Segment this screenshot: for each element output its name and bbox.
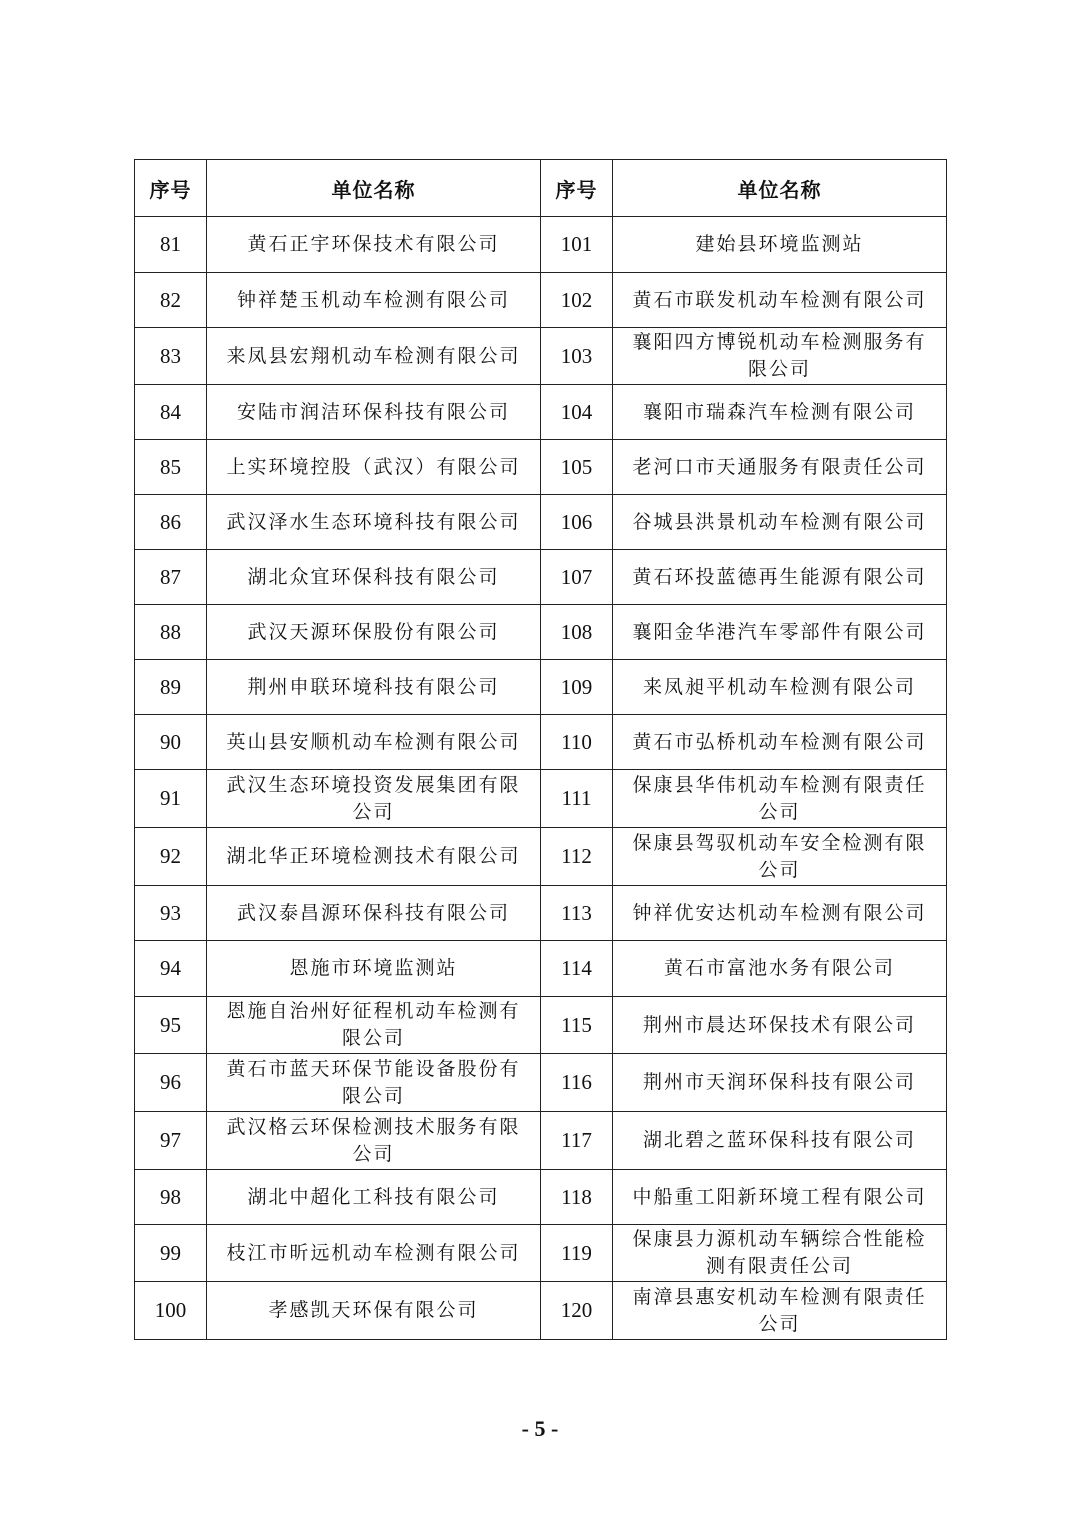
serial-number-cell: 95 [135,997,207,1054]
header-serial-right: 序号 [541,160,613,217]
unit-name-cell: 孝感凯天环保有限公司 [207,1282,541,1340]
unit-name-cell: 钟祥优安达机动车检测有限公司 [613,886,947,941]
serial-number-cell: 91 [135,770,207,828]
serial-number-cell: 114 [541,941,613,997]
unit-name-cell: 武汉格云环保检测技术服务有限公司 [207,1112,541,1170]
unit-name-cell: 荆州市天润环保科技有限公司 [613,1054,947,1112]
serial-number-cell: 86 [135,495,207,550]
unit-name-cell: 上实环境控股（武汉）有限公司 [207,440,541,495]
serial-number-cell: 105 [541,440,613,495]
serial-number-cell: 81 [135,217,207,273]
header-serial-left: 序号 [135,160,207,217]
unit-name-cell: 黄石市蓝天环保节能设备股份有限公司 [207,1054,541,1112]
unit-name-cell: 黄石环投蓝德再生能源有限公司 [613,550,947,605]
serial-number-cell: 93 [135,886,207,941]
unit-name-cell: 恩施市环境监测站 [207,941,541,997]
header-unit-name-right: 单位名称 [613,160,947,217]
unit-name-cell: 武汉天源环保股份有限公司 [207,605,541,660]
serial-number-cell: 85 [135,440,207,495]
unit-name-cell: 黄石市富池水务有限公司 [613,941,947,997]
serial-number-cell: 107 [541,550,613,605]
serial-number-cell: 115 [541,997,613,1054]
unit-name-cell: 中船重工阳新环境工程有限公司 [613,1170,947,1225]
serial-number-cell: 118 [541,1170,613,1225]
serial-number-cell: 94 [135,941,207,997]
unit-name-cell: 襄阳市瑞森汽车检测有限公司 [613,385,947,440]
unit-name-cell: 保康县力源机动车辆综合性能检测有限责任公司 [613,1225,947,1282]
unit-name-cell: 武汉生态环境投资发展集团有限公司 [207,770,541,828]
serial-number-cell: 99 [135,1225,207,1282]
serial-number-cell: 106 [541,495,613,550]
table-row [135,1170,947,1225]
serial-number-cell: 108 [541,605,613,660]
table-row [135,495,947,550]
unit-name-cell: 武汉泰昌源环保科技有限公司 [207,886,541,941]
table-body [135,217,947,1340]
unit-name-cell: 钟祥楚玉机动车检测有限公司 [207,273,541,328]
serial-number-cell: 101 [541,217,613,273]
unit-name-cell: 恩施自治州好征程机动车检测有限公司 [207,997,541,1054]
unit-name-cell: 来凤昶平机动车检测有限公司 [613,660,947,715]
table-header-row [135,160,947,217]
unit-name-cell: 武汉泽水生态环境科技有限公司 [207,495,541,550]
unit-name-cell: 湖北华正环境检测技术有限公司 [207,828,541,886]
unit-name-cell: 来凤县宏翔机动车检测有限公司 [207,328,541,385]
table-row [135,828,947,886]
serial-number-cell: 117 [541,1112,613,1170]
unit-name-cell: 安陆市润洁环保科技有限公司 [207,385,541,440]
header-unit-name-left: 单位名称 [207,160,541,217]
unit-name-cell: 黄石正宇环保技术有限公司 [207,217,541,273]
unit-name-cell: 黄石市弘桥机动车检测有限公司 [613,715,947,770]
unit-name-cell: 湖北众宜环保科技有限公司 [207,550,541,605]
unit-list-table [134,159,947,1340]
serial-number-cell: 111 [541,770,613,828]
serial-number-cell: 116 [541,1054,613,1112]
table-row [135,1282,947,1340]
unit-name-cell: 湖北中超化工科技有限公司 [207,1170,541,1225]
serial-number-cell: 103 [541,328,613,385]
serial-number-cell: 90 [135,715,207,770]
serial-number-cell: 104 [541,385,613,440]
unit-name-cell: 荆州市晨达环保技术有限公司 [613,997,947,1054]
table-row [135,1112,947,1170]
table-row [135,385,947,440]
serial-number-cell: 102 [541,273,613,328]
serial-number-cell: 88 [135,605,207,660]
unit-name-cell: 英山县安顺机动车检测有限公司 [207,715,541,770]
table-row [135,273,947,328]
unit-name-cell: 保康县华伟机动车检测有限责任公司 [613,770,947,828]
serial-number-cell: 98 [135,1170,207,1225]
unit-name-cell: 老河口市天通服务有限责任公司 [613,440,947,495]
serial-number-cell: 110 [541,715,613,770]
table-row [135,1225,947,1282]
table-row [135,886,947,941]
table-row [135,715,947,770]
page-number: - 5 - [521,1416,559,1441]
table-row [135,550,947,605]
unit-name-cell: 湖北碧之蓝环保科技有限公司 [613,1112,947,1170]
table-row [135,997,947,1054]
unit-name-cell: 枝江市昕远机动车检测有限公司 [207,1225,541,1282]
serial-number-cell: 97 [135,1112,207,1170]
table-row [135,328,947,385]
serial-number-cell: 119 [541,1225,613,1282]
unit-name-cell: 襄阳金华港汽车零部件有限公司 [613,605,947,660]
table-row [135,660,947,715]
unit-name-cell: 保康县驾驭机动车安全检测有限公司 [613,828,947,886]
serial-number-cell: 82 [135,273,207,328]
serial-number-cell: 83 [135,328,207,385]
serial-number-cell: 120 [541,1282,613,1340]
serial-number-cell: 84 [135,385,207,440]
table-row [135,770,947,828]
unit-name-cell: 建始县环境监测站 [613,217,947,273]
serial-number-cell: 89 [135,660,207,715]
table-row [135,440,947,495]
serial-number-cell: 112 [541,828,613,886]
serial-number-cell: 92 [135,828,207,886]
serial-number-cell: 87 [135,550,207,605]
table-row [135,217,947,273]
unit-name-cell: 荆州申联环境科技有限公司 [207,660,541,715]
table-row [135,941,947,997]
unit-name-cell: 南漳县惠安机动车检测有限责任公司 [613,1282,947,1340]
serial-number-cell: 100 [135,1282,207,1340]
unit-name-cell: 黄石市联发机动车检测有限公司 [613,273,947,328]
serial-number-cell: 96 [135,1054,207,1112]
serial-number-cell: 109 [541,660,613,715]
serial-number-cell: 113 [541,886,613,941]
unit-name-cell: 襄阳四方博锐机动车检测服务有限公司 [613,328,947,385]
table-row [135,1054,947,1112]
table-row [135,605,947,660]
unit-name-cell: 谷城县洪景机动车检测有限公司 [613,495,947,550]
